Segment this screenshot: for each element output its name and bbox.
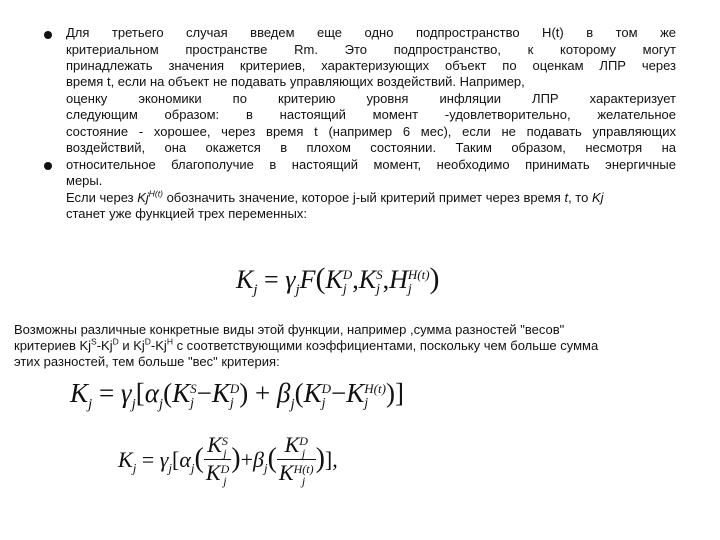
- text-line: критериальном пространстве Rm. Это подпространство, к которому могут: [66, 42, 676, 57]
- math-operator: =: [98, 378, 115, 408]
- math-symbol: α: [179, 447, 191, 473]
- text-line: оценку экономики по критерию уровня инфляции ЛПР характеризует: [66, 91, 676, 106]
- math-superscript: S: [190, 380, 197, 396]
- math-subscript: j: [407, 282, 412, 298]
- math-subscript: j: [131, 396, 136, 413]
- math-bracket: ]: [394, 378, 404, 408]
- text-run: -Kj: [150, 338, 167, 353]
- math-subscript: j: [295, 282, 300, 299]
- text-line: станет уже функцией трех переменных:: [66, 206, 307, 221]
- math-subscript: j: [190, 460, 195, 476]
- math-symbol: γ: [120, 378, 132, 408]
- sub-sup-stack: [221, 463, 230, 487]
- text-run: обозначить значение, которое j-ый критерий примет через время: [162, 190, 565, 205]
- bullet-dot: [44, 162, 52, 170]
- formula-3: [118, 432, 338, 502]
- math-subscript: j: [132, 460, 137, 476]
- sub-sup-stack: [299, 435, 308, 459]
- math-superscript: D: [321, 380, 332, 396]
- math-symbol: K: [325, 265, 343, 294]
- math-superscript: D: [342, 267, 353, 283]
- math-symbol: K: [284, 432, 300, 457]
- formula-2: [70, 378, 404, 411]
- math-superscript: H(t): [364, 380, 386, 396]
- sub-sup-stack: [343, 267, 352, 297]
- symbol-kj: Kj: [137, 190, 149, 205]
- math-subscript: j: [168, 460, 173, 476]
- fraction-denominator: [277, 460, 316, 487]
- math-symbol: K: [205, 459, 221, 485]
- math-symbol: K: [70, 378, 89, 408]
- formula-end: [316, 443, 338, 475]
- math-operator: =: [141, 447, 155, 473]
- math-symbol: K: [118, 447, 133, 473]
- fraction-denominator: [204, 460, 231, 487]
- text-line: воздействий, она окажется в плохом состоянии. Таким образом, несмотря на: [66, 140, 676, 155]
- fraction-s-over-d: [204, 432, 231, 487]
- formula-lhs: [118, 443, 204, 475]
- math-subscript: j: [301, 445, 306, 460]
- symbol-kj: Kj: [591, 190, 604, 205]
- math-symbol: γ: [285, 265, 296, 294]
- math-comma: ,: [382, 265, 390, 294]
- math-subscript: j: [88, 396, 93, 413]
- text-line: этих разностей, тем больше "вес" критерия:: [14, 354, 280, 369]
- math-paren: (: [267, 443, 277, 475]
- formula-1: [236, 262, 440, 297]
- math-symbol: H: [389, 265, 408, 294]
- fraction-d-over-h: [277, 432, 316, 487]
- math-symbol: K: [236, 265, 254, 294]
- math-subscript: j: [290, 396, 295, 413]
- math-operator: −: [331, 378, 347, 408]
- math-superscript: S: [221, 433, 228, 448]
- math-symbol: K: [278, 459, 294, 485]
- math-superscript: S: [376, 267, 383, 283]
- math-paren: (: [294, 378, 304, 408]
- math-symbol: K: [207, 432, 222, 457]
- math-symbol: K: [211, 378, 230, 408]
- math-superscript: H(t): [293, 461, 314, 476]
- math-paren: (: [194, 443, 204, 475]
- text-line: [66, 190, 676, 207]
- text-line: время t, если на объект не подавать управляющих воздействий. Например,: [66, 74, 525, 89]
- text-line: принадлежать значения критериев, характеризующих объект по оценкам ЛПР через: [66, 58, 676, 73]
- superscript: S: [91, 336, 97, 347]
- math-subscript: j: [376, 282, 380, 298]
- math-bracket: [: [172, 447, 180, 473]
- math-superscript: D: [229, 380, 240, 396]
- math-paren: ): [385, 378, 395, 408]
- text-line: относительное благополучие в настоящий момент, необходимо принимать энергичные: [66, 157, 676, 172]
- math-subscript: j: [223, 473, 227, 488]
- superscript-ht: H(t): [148, 188, 163, 199]
- math-symbol: K: [172, 378, 191, 408]
- formula-mid: [231, 443, 277, 475]
- bullet-dot: [44, 31, 52, 39]
- math-operator: +: [240, 447, 253, 473]
- math-superscript: D: [299, 433, 308, 448]
- math-subscript: j: [190, 395, 194, 411]
- fraction-numerator: [277, 432, 316, 460]
- sub-sup-stack: [222, 435, 228, 459]
- math-superscript: H(t): [407, 267, 430, 283]
- text-run: Если через: [66, 190, 138, 205]
- math-subscript: j: [158, 396, 164, 413]
- sub-sup-stack: [364, 381, 386, 411]
- math-paren: ): [231, 443, 241, 475]
- math-bracket: [: [135, 378, 145, 408]
- text-run: -Kj: [96, 338, 113, 353]
- math-paren: (: [315, 262, 326, 295]
- math-operator: −: [196, 378, 212, 408]
- math-subscript: j: [301, 473, 306, 488]
- math-symbol: F: [299, 265, 316, 294]
- text-line: состояние - хорошее, через время t (например 6 мес), если не подавать управляющих: [66, 124, 676, 139]
- math-subscript: j: [263, 460, 268, 476]
- math-symbol: K: [346, 378, 365, 408]
- math-symbol: α: [144, 378, 159, 408]
- text-line: [14, 338, 714, 355]
- fraction-numerator: [204, 432, 231, 460]
- sub-sup-stack: [294, 463, 314, 487]
- text-line: Возможны различные конкретные виды этой функции, например ,сумма разностей "весов": [14, 322, 565, 337]
- text-run: , то: [568, 190, 592, 205]
- math-paren: ): [315, 443, 325, 475]
- math-subscript: j: [229, 395, 234, 411]
- superscript: D: [112, 336, 119, 347]
- superscript: D: [144, 336, 151, 347]
- sub-sup-stack: [408, 267, 430, 297]
- sub-sup-stack: [230, 381, 239, 411]
- math-symbol: β: [252, 447, 264, 473]
- symbol-t: t: [564, 190, 569, 205]
- text-line: Для третьего случая введем еще одно подпространство H(t) в том же: [66, 25, 676, 40]
- sub-sup-stack: [322, 381, 331, 411]
- math-symbol: K: [358, 265, 377, 294]
- math-superscript: D: [220, 461, 230, 476]
- math-subscript: j: [321, 395, 326, 411]
- math-paren: (: [163, 378, 173, 408]
- math-subscript: j: [223, 445, 227, 460]
- math-paren: ): [429, 262, 440, 295]
- math-symbol: γ: [159, 447, 169, 473]
- math-subscript: j: [342, 282, 347, 298]
- math-operator: =: [264, 265, 279, 294]
- math-subscript: j: [364, 395, 369, 411]
- text-line: меры.: [66, 173, 103, 188]
- math-subscript: j: [253, 282, 258, 299]
- text-run: и Kj: [118, 338, 145, 353]
- math-paren: ): [239, 378, 249, 408]
- math-comma: ,: [352, 265, 359, 294]
- math-symbol: K: [303, 378, 322, 408]
- math-operator: +: [255, 378, 271, 408]
- text-line: следующим образом: в настоящий момент -удовлетворительно, желательное: [66, 107, 676, 122]
- text-run: с соответствующими коэффициентами, поскольку чем больше сумма: [172, 338, 599, 353]
- superscript: H: [166, 336, 173, 347]
- math-symbol: β: [276, 378, 291, 408]
- math-bracket: ],: [324, 447, 338, 473]
- text-run: критериев Kj: [14, 338, 92, 353]
